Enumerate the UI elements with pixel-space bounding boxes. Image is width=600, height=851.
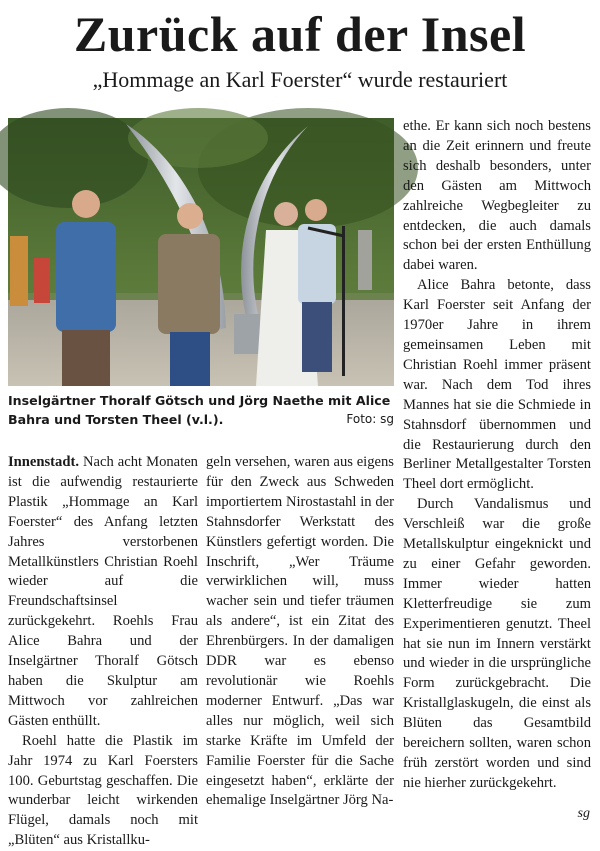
paragraph: Alice Bahra betonte, dass Karl Foerster seit Anfang der 1970er Jahre in ihrem gemeinsamen Leben mit Christian Roehl immer präsent war. Nach dem Tod ihres Mannes hat sie die Schmiede in Stahnsdorf übernommen und die Restaurierung durch den Berliner Metallgestalter Torsten Theel dort ermöglicht. bbox=[403, 277, 591, 493]
paragraph: Durch Vandalismus und Verschleiß war die große Metallskulptur eingeknickt und zu einer Gefahr geworden. Immer wieder hatten Kletterfreudige sie zum Experimentieren genutzt. Theel hat sie nun im Innern verstärkt und wieder in die ursprüngliche Form zurückgebracht. Die Kristallglaskugeln, die einst als Blüten das Gesamtbild bereichern sollten, waren schon früh zerstört worden und sind nie hierher zurückgekehrt. bbox=[403, 496, 591, 791]
article-photo bbox=[8, 118, 394, 386]
article-column-2 bbox=[206, 453, 394, 811]
paragraph: ethe. Er kann sich noch bestens an die Zeit erinnern und freute sich deshalb besonders, unter den Gästen am Mittwoch zahlreiche Wegbegleiter zu entdecken, die auch damals schon bei der ersten Enthüllung dabei waren. bbox=[403, 118, 591, 274]
dateline: Innenstadt. bbox=[8, 454, 79, 470]
paragraph: geln versehen, waren aus eigens für den Zweck aus Schweden importiertem Nirostastahl in der Stahnsdorfer Werkstatt des Künstlers gefertigt worden. Die Inschrift, „Wer Träume verwirklichen will, muss wacher sein und tiefer träumen als andere“, ist ein Zitat des Ehrenbürgers. In der damaligen DDR war es ebenso revolutionär wie Roehls moderner Entwurf. „Das war alles nur möglich, weil sich starke Kräfte im Umfeld der Familie Foerster für die Sache eingesetzt haben“, erklärte der ehemalige Inselgärtner Jörg Na- bbox=[206, 454, 394, 809]
author-signature: sg bbox=[577, 806, 590, 821]
paragraph-text: Nach acht Monaten ist die aufwendig restaurierte Plastik „Hommage an Karl Foerster“ des Anfang letzten Jahres verstorbenen Metallkünstlers Christian Roehl wieder auf die Freundschaftsinsel zurückgekehrt. Roehls Frau Alice Bahra und der Inselgärtner Thoralf Götsch haben die Skulptur am Mittwoch vor zahlreichen Gästen enthüllt. bbox=[8, 454, 198, 729]
photo-caption bbox=[8, 391, 394, 429]
paragraph: Roehl hatte die Plastik im Jahr 1974 zu Karl Foersters 100. Geburtstag geschaffen. Die wunderbar leicht wirkenden Flügel, damals noch mit „Blüten“ aus Kristallku- bbox=[8, 732, 198, 849]
headline: Zurück auf der Insel bbox=[73, 6, 527, 62]
subheadline: „Hommage an Karl Foerster“ wurde restauriert bbox=[92, 67, 508, 92]
caption-text: Inselgärtner Thoralf Götsch und Jörg Naethe mit Alice Bahra und Torsten Theel (v.l.). bbox=[8, 393, 391, 427]
article-column-1 bbox=[8, 453, 198, 851]
article-column-3 bbox=[403, 117, 591, 794]
paragraph bbox=[8, 453, 198, 732]
photo-credit: Foto: sg bbox=[346, 412, 394, 426]
